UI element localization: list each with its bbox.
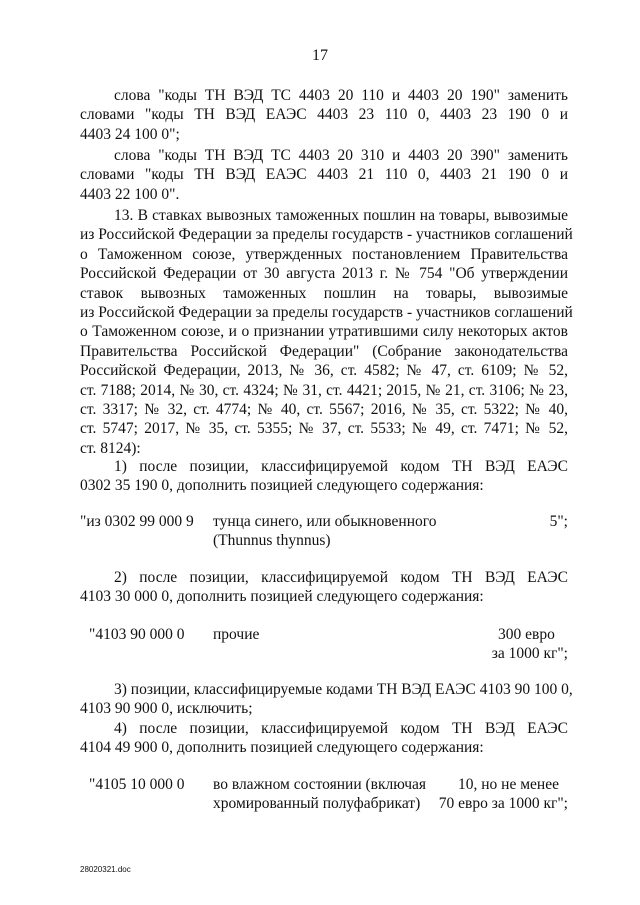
entry-code: "из 0302 99 000 9 xyxy=(80,513,194,530)
paragraph-line: 4403 24 100 0"; xyxy=(80,125,180,143)
entry-rate: 300 евро xyxy=(498,626,555,643)
entry-rate-unit: за 1000 кг"; xyxy=(491,645,568,662)
file-name-footer: 28020321.doc xyxy=(80,865,131,874)
entry-rate: 5"; xyxy=(549,513,568,530)
entry-description: во влажном состоянии (включая xyxy=(213,776,427,793)
paragraph-replace-1 xyxy=(80,86,568,144)
paragraph-replace-2 xyxy=(80,146,568,204)
entry-rate-unit: 70 евро за 1000 кг"; xyxy=(438,795,568,812)
paragraph-line: 13. В ставках вывозных таможенных пошлин на товары, вывозимые xyxy=(114,207,568,224)
paragraph-line: Российской Федерации, 2013, № 36, ст. 4582; № 47, ст. 6109; № 52, xyxy=(80,362,568,380)
paragraph-line: из Российской Федерации за пределы государств - участников соглашений xyxy=(80,304,573,322)
paragraph-line: словами "коды ТН ВЭД ЕАЭС 4403 23 110 0, 4403 23 190 0 и xyxy=(80,106,568,124)
paragraph-line: 1) после позиции, классифицируемой кодом ТН ВЭД ЕАЭС xyxy=(114,458,568,475)
paragraph-line: 2) после позиции, классифицируемой кодом ТН ВЭД ЕАЭС xyxy=(114,569,568,586)
paragraph-line: 4403 22 100 0". xyxy=(80,185,180,203)
paragraph-line: 0302 35 190 0, дополнить позицией следующего содержания: xyxy=(80,477,484,495)
item-4 xyxy=(80,719,568,758)
item-2 xyxy=(80,568,568,607)
paragraph-line: слова "коды ТН ВЭД ТС 4403 20 310 и 4403 20 390" заменить xyxy=(114,147,568,164)
paragraph-line: Правительства Российской Федерации" (Собрание законодательства xyxy=(80,342,568,360)
paragraph-line: о Таможенном союзе, утвержденных постановлением Правительства xyxy=(80,245,568,263)
paragraph-line: 4103 30 000 0, дополнить позицией следующего содержания: xyxy=(80,588,484,606)
paragraph-13 xyxy=(80,206,573,458)
paragraph-line: ст. 8124): xyxy=(80,439,141,457)
paragraph-line: ст. 5747; 2017, № 35, ст. 5355; № 37, ст. 5533; № 49, ст. 7471; № 52, xyxy=(80,420,568,438)
entry-description-latin: (Thunnus thynnus) xyxy=(213,532,331,549)
entry-code: "4105 10 000 0 xyxy=(89,776,185,793)
item-3 xyxy=(80,680,573,719)
paragraph-line: о Таможенном союзе, и о признании утратившими силу некоторых актов xyxy=(80,323,568,341)
entry-description: тунца синего, или обыкновенного xyxy=(213,513,437,530)
paragraph-line: 4) после позиции, классифицируемой кодом ТН ВЭД ЕАЭС xyxy=(114,720,568,737)
paragraph-line: словами "коды ТН ВЭД ЕАЭС 4403 21 110 0, 4403 21 190 0 и xyxy=(80,166,568,184)
paragraph-line: ст. 7188; 2014, № 30, ст. 4324; № 31, ст. 4421; 2015, № 21, ст. 3106; № 23, xyxy=(80,381,568,399)
entry-code: "4103 90 000 0 xyxy=(89,626,185,643)
entry-description: прочие xyxy=(213,626,260,643)
item-1 xyxy=(80,457,568,496)
paragraph-line: Российской Федерации от 30 августа 2013 г. № 754 "Об утверждении xyxy=(80,265,568,283)
paragraph-line: 3) позиции, классифицируемые кодами ТН ВЭД ЕАЭС 4103 90 100 0, xyxy=(114,681,573,698)
paragraph-line: 4103 90 900 0, исключить; xyxy=(80,700,253,718)
paragraph-line: ставок вывозных таможенных пошлин на товары, вывозимые xyxy=(80,284,568,302)
entry-rate: 10, но не менее xyxy=(458,776,559,793)
entry-description-cont: хромированный полуфабрикат) xyxy=(213,795,421,812)
paragraph-line: слова "коды ТН ВЭД ТС 4403 20 110 и 4403 20 190" заменить xyxy=(114,87,568,104)
paragraph-line: 4104 49 900 0, дополнить позицией следующего содержания: xyxy=(80,739,484,757)
page-number: 17 xyxy=(312,47,328,64)
paragraph-line: из Российской Федерации за пределы государств - участников соглашений xyxy=(80,226,573,244)
paragraph-line: ст. 3317; № 32, ст. 4774; № 40, ст. 5567; 2016, № 35, ст. 5322; № 40, xyxy=(80,401,568,419)
